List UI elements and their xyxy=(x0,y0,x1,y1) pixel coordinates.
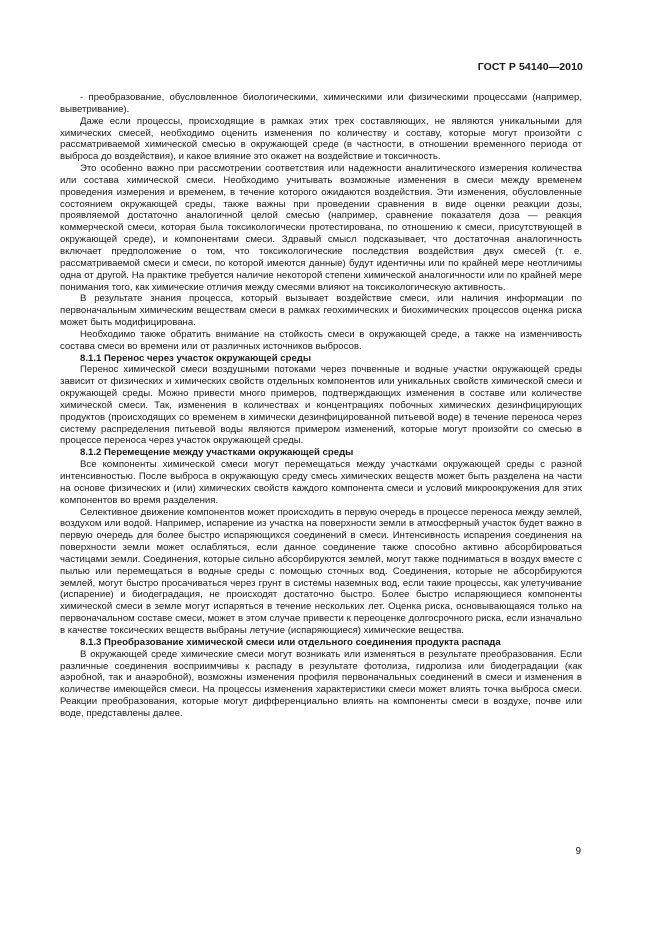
paragraph: Это особенно важно при рассмотрении соответствия или надежности аналитического измерения количества или состава химической смеси. Необходимо учитывать возможные изменения в смеси между временем проведения измерения и временем, в течение которого ожидаются воздействия. Эти изменения, обусловленные состоянием окружающей среды, также важны при проведении сравнения в виде оценки реакции дозы, проявляемой достаточно аналогичной целой смесью (например, сравнение показателя доза — реакция коммерческой смеси, которая была токсикологически протестирована, по отношению к смеси, присутствующей в окружающей среде), и компонентами смеси. Здравый смысл подсказывает, что достаточная аналогичность включает предположение о том, что токсикологические последствия воздействия двух смесей (т. е. рассматриваемой смеси и смеси, по которой имеются данные) будут идентичны или по крайней мере неотличимы одна от другой. На практике требуется наличие некоторой степени химической аналогичности или по крайней мере понимания того, как химические отличия между смесями влияют на токсикологическую активность. xyxy=(60,163,582,293)
paragraph: В окружающей среде химические смеси могут возникать или изменяться в результате преобразования. Если различные соединения восприимчивы к распаду в результате фотолиза, гидролиза или биодеградации (как аэробной, так и анаэробной), возможны изменения профиля первоначальных соединений в смеси и изменения в количестве имеющейся смеси. На процессы изменения характеристики смеси может влиять точка выброса смеси. Реакции преобразования, которые могут дифференциально влиять на компоненты смеси в воздухе, почве или воде, представлены далее. xyxy=(60,648,582,719)
section-heading-8-1-1: 8.1.1 Перенос через участок окружающей среды xyxy=(80,352,312,364)
paragraph: Необходимо также обратить внимание на стойкость смеси в окружающей среде, а также на изменчивость состава смеси во времени или от различных источников выбросов. xyxy=(60,328,582,352)
paragraph: Перенос химической смеси воздушными потоками через почвенные и водные участки окружающей среды зависит от физических и химических свойств отдельных компонентов или уникальных свойств химической смеси и окружающей среды. Можно привести много примеров, подтверждающих изменения в составе или количестве химической смеси. Так, изменения в количествах и концентрациях побочных химических дезинфицирующих продуктов (происходящих со временем в химически дезинфицированной питьевой воде) в течение переноса через систему распределения питьевой воды являются примером изменений, которые могут произойти со смесью в процессе переноса через участок окружающей среды. xyxy=(60,364,582,447)
paragraph: Все компоненты химической смеси могут перемещаться между участками окружающей среды с разной интенсивностью. После выброса в окружающую среду смесь химических веществ может быть разделена на части на основе физических и (или) химических свойств каждого компонента смеси и условий микроокружения для этих компонентов во время разделения. xyxy=(60,459,582,506)
document-body xyxy=(60,92,582,720)
paragraph: Селективное движение компонентов может происходить в первую очередь в процессе переноса между землей, воздухом или водой. Например, испарение из участка на поверхности земли в атмосферный участок будет важно в первую очередь для более быстро испаряющихся соединений в смеси. Интенсивность испарения соединения на поверхности земли может ослабляться, если данное соединение также способно активно абсорбироваться частицами земли. Соединения, которые сильно абсорбируются землей, могут также подниматься в воздух вместе с пылью или перемещаться в водные среды с помощью сточных вод. Соединения, которые не абсорбируются землей, могут быстро просачиваться через грунт в системы наземных вод, если такие процессы, как улетучивание (испарение) и биодеградация, не происходят достаточно быстро. Более быстро испаряющиеся компоненты химической смеси в земле могут испаряться в течение нескольких лет. Оценка риска, основывающаяся только на первоначальном составе смеси, может в этом случае привести к переоценке долгосрочного риска, если изначально в качестве токсических веществ выбраны летучие (испаряющиеся) химические вещества. xyxy=(60,506,582,636)
paragraph: В результате знания процесса, который вызывает воздействие смеси, или наличия информации по первоначальным химическим веществам смеси в рамках геохимических и биохимических процессов оценка риска может быть модифицирована. xyxy=(60,293,582,329)
page-number: 9 xyxy=(575,846,581,857)
section-heading-8-1-2: 8.1.2 Перемещение между участками окружающей среды xyxy=(80,447,354,459)
paragraph: - преобразование, обусловленное биологическими, химическими или физическими процессами (например, выветривание). xyxy=(60,92,582,115)
section-heading-8-1-3: 8.1.3 Преобразование химической смеси или отдельного соединения продукта распада xyxy=(80,636,501,648)
paragraph: Даже если процессы, происходящие в рамках этих трех составляющих, не являются уникальными для химических смесей, необходимо оценить изменения по количеству и составу, которые могут произойти с рассматриваемой химической смесью в окружающей среде (в частности, в отношении временного периода от выброса до воздействия), и какое влияние это окажет на воздействие и токсичность. xyxy=(60,115,582,163)
standard-code: ГОСТ Р 54140—2010 xyxy=(477,61,583,73)
